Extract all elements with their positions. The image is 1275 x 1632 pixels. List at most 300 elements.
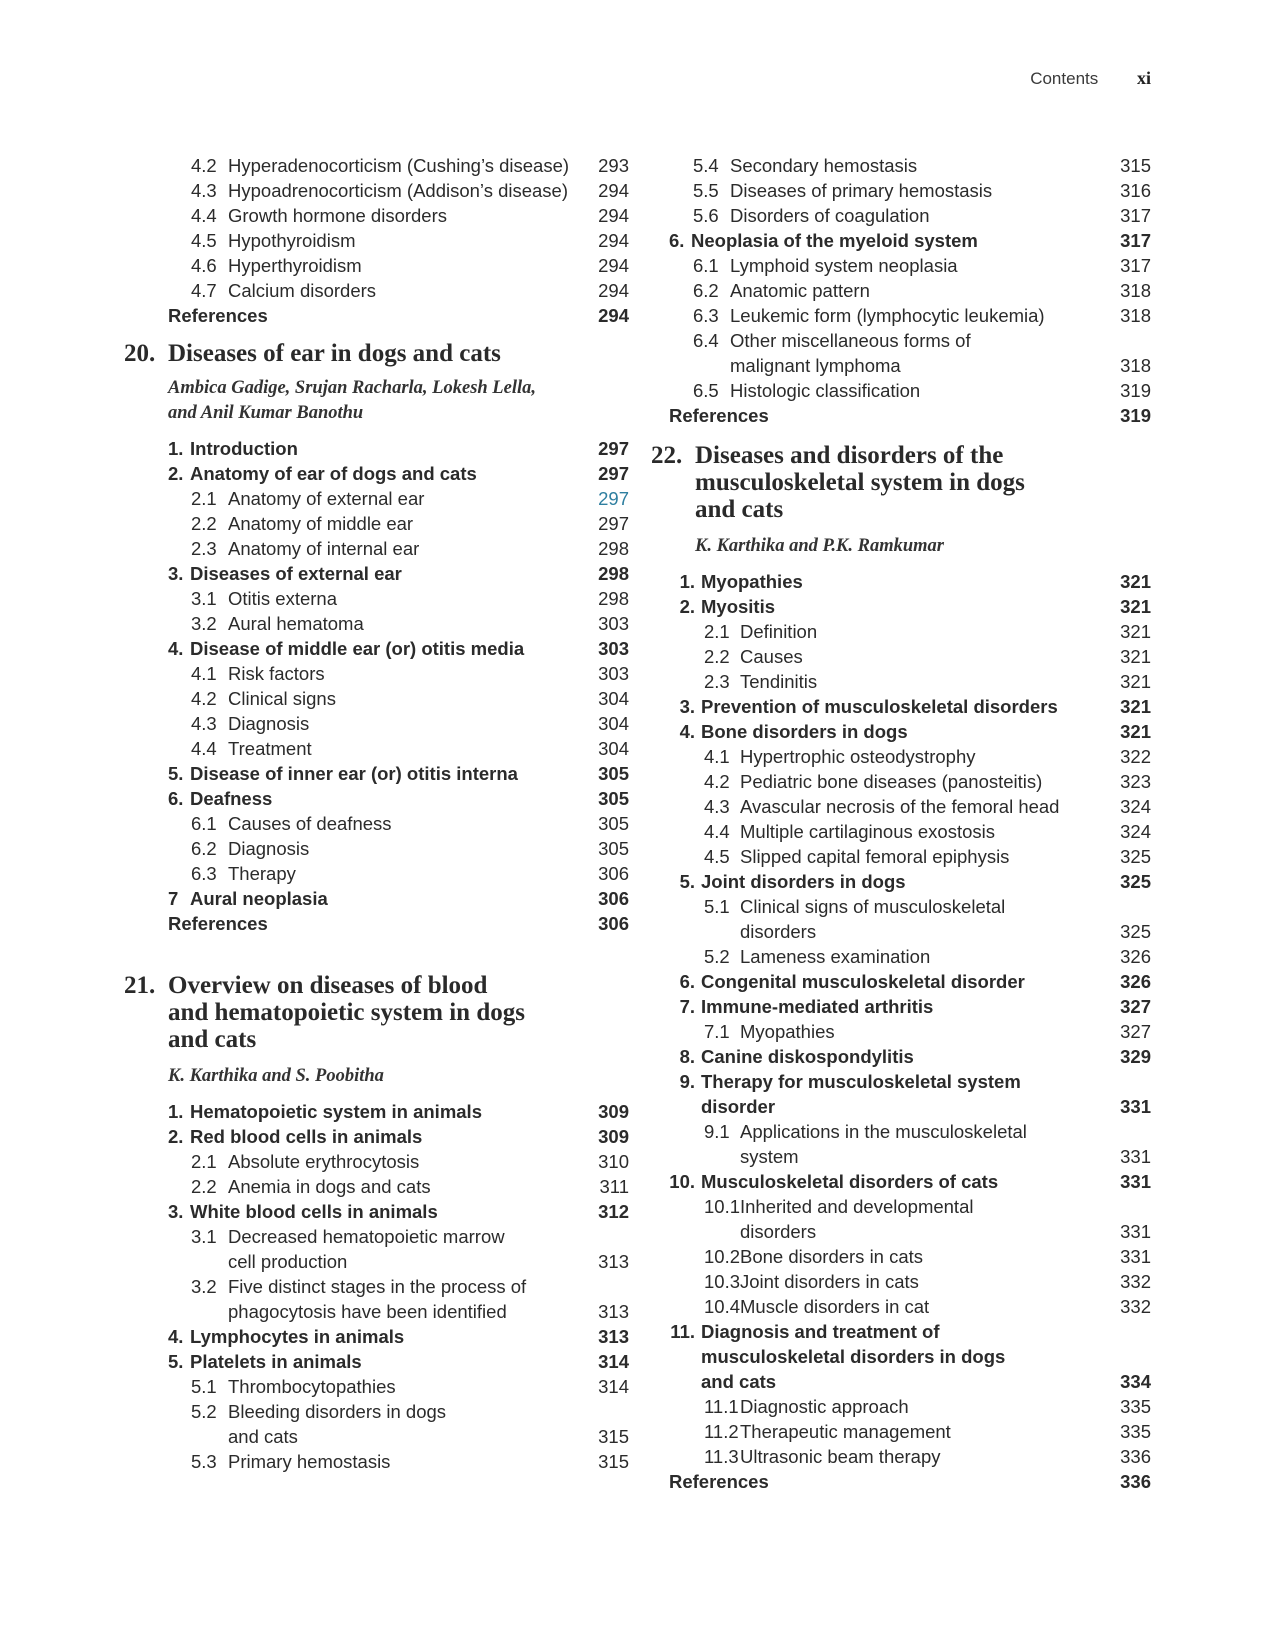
entry-page-number: 305 <box>598 788 629 809</box>
entry-number: 6. <box>168 788 184 809</box>
entry-number: 4.1 <box>191 663 217 684</box>
toc-entry[interactable] <box>124 203 629 228</box>
entry-title: Introduction <box>190 438 298 459</box>
entry-title-continued: phagocytosis have been identified <box>228 1301 507 1322</box>
entry-page-number: 310 <box>598 1151 629 1172</box>
toc-entry[interactable] <box>651 1419 1151 1444</box>
entry-title: Risk factors <box>228 663 325 684</box>
toc-entry-continuation <box>651 919 1151 944</box>
toc-entry[interactable] <box>651 178 1151 203</box>
entry-page-number: 319 <box>1120 405 1151 426</box>
entry-number: 6.1 <box>191 813 217 834</box>
toc-entry[interactable] <box>651 228 1151 253</box>
chapter-title: and cats <box>168 1026 257 1053</box>
toc-entry[interactable] <box>651 669 1151 694</box>
chapter-number: 22. <box>651 442 683 469</box>
toc-entry-continuation <box>651 1144 1151 1169</box>
entry-page-number: 335 <box>1120 1396 1151 1417</box>
entry-number: 5.2 <box>704 946 730 967</box>
entry-number: 6.3 <box>191 863 217 884</box>
entry-number: 3.1 <box>191 588 217 609</box>
entry-page-number[interactable]: 297 <box>598 488 629 509</box>
entry-title: Anatomy of internal ear <box>228 538 420 559</box>
entry-number: 5.6 <box>693 205 719 226</box>
entry-number: 5.5 <box>693 180 719 201</box>
entry-number: 2.1 <box>191 488 217 509</box>
entry-number: 4.2 <box>704 771 730 792</box>
entry-number: 11. <box>670 1321 695 1342</box>
toc-entry[interactable] <box>124 686 629 711</box>
entry-title-continued: system <box>740 1146 799 1167</box>
toc-entry[interactable] <box>124 436 629 461</box>
entry-page-number: 318 <box>1120 305 1151 326</box>
entry-number: 2.1 <box>191 1151 217 1172</box>
toc-entry[interactable] <box>124 1224 629 1249</box>
toc-entry[interactable] <box>651 1019 1151 1044</box>
entry-page-number: 297 <box>598 438 629 459</box>
chapter-number: 21. <box>124 972 156 999</box>
chapter-20-heading[interactable] <box>124 340 629 367</box>
entry-number: 4.3 <box>704 796 730 817</box>
entry-number: 2.1 <box>704 621 730 642</box>
entry-page-number: 318 <box>1120 280 1151 301</box>
entry-page-number: 331 <box>1120 1146 1151 1167</box>
entry-title: Secondary hemostasis <box>730 155 918 176</box>
running-header <box>1030 68 1151 89</box>
entry-page-number: 321 <box>1120 596 1151 617</box>
entry-page-number: 306 <box>598 888 629 909</box>
chapter-title: and hematopoietic system in dogs <box>168 999 525 1026</box>
toc-entry-continuation <box>651 1219 1151 1244</box>
entry-title: Primary hemostasis <box>228 1451 391 1472</box>
entry-number: 4.4 <box>704 821 730 842</box>
entry-title: Pediatric bone diseases (panosteitis) <box>740 771 1043 792</box>
entry-number: 1. <box>679 571 695 592</box>
entry-page-number: 326 <box>1120 946 1151 967</box>
entry-title: References <box>168 913 268 934</box>
toc-entry[interactable] <box>124 461 629 486</box>
entry-page-number: 311 <box>599 1176 629 1197</box>
chapter-22-heading[interactable] <box>651 442 1151 523</box>
toc-entry[interactable] <box>651 694 1151 719</box>
entry-page-number: 315 <box>598 1451 629 1472</box>
entry-title: Hypertrophic osteodystrophy <box>740 746 976 767</box>
entry-title: Diseases of external ear <box>190 563 402 584</box>
entry-title: Disease of middle ear (or) otitis media <box>190 638 525 659</box>
entry-title: Applications in the musculoskeletal <box>740 1121 1027 1142</box>
entry-number: 2.2 <box>191 513 217 534</box>
toc-entry[interactable] <box>651 869 1151 894</box>
entry-page-number: 304 <box>598 713 629 734</box>
toc-entry[interactable] <box>651 719 1151 744</box>
toc-entry[interactable] <box>124 1199 629 1224</box>
entry-number: 4.2 <box>191 155 217 176</box>
entry-number: 9.1 <box>704 1121 730 1142</box>
entry-number: 6. <box>669 230 685 251</box>
toc-entry[interactable] <box>651 1069 1151 1094</box>
entry-page-number: 309 <box>598 1101 629 1122</box>
entry-page-number: 297 <box>598 463 629 484</box>
toc-right-column <box>651 153 1151 1494</box>
chapter-authors: K. Karthika and S. Poobitha <box>168 1066 384 1086</box>
toc-entry[interactable] <box>124 836 629 861</box>
entry-number: 4. <box>168 1326 184 1347</box>
entry-page-number: 298 <box>598 588 629 609</box>
toc-entry[interactable] <box>124 536 629 561</box>
entry-page-number: 321 <box>1120 646 1151 667</box>
entry-title: Hypoadrenocorticism (Addison’s disease) <box>228 180 569 201</box>
toc-entry[interactable] <box>124 586 629 611</box>
entry-title: Inherited and developmental <box>740 1196 974 1217</box>
chapter-21-heading[interactable] <box>124 972 629 1053</box>
toc-entry-continuation <box>124 1299 629 1324</box>
entry-title: Absolute erythrocytosis <box>228 1151 420 1172</box>
entry-title: References <box>669 405 769 426</box>
entry-number: 4.5 <box>191 230 217 251</box>
entry-title: Myopathies <box>740 1021 835 1042</box>
entry-title: References <box>669 1471 769 1492</box>
toc-entry[interactable] <box>124 511 629 536</box>
entry-number: 3.1 <box>191 1226 217 1247</box>
entry-title: Decreased hematopoietic marrow <box>228 1226 505 1247</box>
page-number: xi <box>1136 68 1151 88</box>
toc-entry[interactable] <box>651 1269 1151 1294</box>
entry-page-number: 321 <box>1120 721 1151 742</box>
entry-page-number: 313 <box>598 1326 629 1347</box>
entry-number: 2.2 <box>704 646 730 667</box>
toc-entry[interactable] <box>651 619 1151 644</box>
entry-title: Canine diskospondylitis <box>701 1046 914 1067</box>
entry-number: 4.4 <box>191 205 217 226</box>
entry-title: Hyperthyroidism <box>228 255 362 276</box>
entry-number: 4.6 <box>191 255 217 276</box>
toc-entry[interactable] <box>651 894 1151 919</box>
toc-entry[interactable] <box>651 1394 1151 1419</box>
toc-entry[interactable] <box>651 1194 1151 1219</box>
entry-title: Disorders of coagulation <box>730 205 930 226</box>
toc-entry[interactable] <box>124 1324 629 1349</box>
entry-number: 8. <box>679 1046 695 1067</box>
toc-entry[interactable] <box>124 228 629 253</box>
entry-page-number: 331 <box>1120 1171 1151 1192</box>
entry-number: 11.3 <box>704 1446 739 1467</box>
toc-entry[interactable] <box>124 636 629 661</box>
entry-page-number: 316 <box>1120 180 1151 201</box>
entry-page-number: 317 <box>1120 255 1151 276</box>
toc-entry[interactable] <box>651 969 1151 994</box>
toc-entry[interactable] <box>651 378 1151 403</box>
entry-page-number: 319 <box>1120 380 1151 401</box>
chapter-title: Diseases of ear in dogs and cats <box>168 340 501 367</box>
entry-title: Slipped capital femoral epiphysis <box>740 846 1010 867</box>
entry-title: Lymphoid system neoplasia <box>730 255 958 276</box>
references-entry[interactable] <box>651 403 1151 428</box>
entry-title: Clinical signs of musculoskeletal <box>740 896 1006 917</box>
toc-entry[interactable] <box>124 1099 629 1124</box>
entry-page-number: 321 <box>1120 571 1151 592</box>
toc-entry[interactable] <box>124 1374 629 1399</box>
entry-number: 2.3 <box>704 671 730 692</box>
entry-page-number: 325 <box>1120 846 1151 867</box>
toc-entry[interactable] <box>124 1449 629 1474</box>
entry-title: Myositis <box>701 596 776 617</box>
entry-page-number: 336 <box>1120 1446 1151 1467</box>
toc-entry[interactable] <box>651 819 1151 844</box>
entry-page-number: 303 <box>598 638 629 659</box>
references-entry[interactable] <box>651 1469 1151 1494</box>
toc-entry[interactable] <box>651 594 1151 619</box>
entry-number: 4.7 <box>191 280 217 301</box>
entry-page-number: 314 <box>598 1376 629 1397</box>
entry-page-number: 298 <box>598 538 629 559</box>
toc-entry[interactable] <box>651 744 1151 769</box>
entry-title: Calcium disorders <box>228 280 377 301</box>
entry-title: Disease of inner ear (or) otitis interna <box>190 763 518 784</box>
toc-entry[interactable] <box>124 153 629 178</box>
chapter-authors: and Anil Kumar Banothu <box>168 403 364 423</box>
entry-number: 4.3 <box>191 713 217 734</box>
toc-entry[interactable] <box>651 1119 1151 1144</box>
entry-title: Diagnosis and treatment of <box>701 1321 940 1342</box>
entry-number: 5.4 <box>693 155 719 176</box>
entry-title: Causes <box>740 646 803 667</box>
entry-page-number: 325 <box>1120 871 1151 892</box>
entry-title: Clinical signs <box>228 688 336 709</box>
toc-entry[interactable] <box>124 786 629 811</box>
entry-page-number: 306 <box>598 863 629 884</box>
entry-title: Other miscellaneous forms of <box>730 330 971 351</box>
toc-entry[interactable] <box>651 1169 1151 1194</box>
toc-entry[interactable] <box>651 153 1151 178</box>
entry-title: Red blood cells in animals <box>190 1126 423 1147</box>
toc-entry-continuation <box>651 1094 1151 1119</box>
toc-entry[interactable] <box>124 278 629 303</box>
entry-number: 3. <box>168 1201 184 1222</box>
entry-page-number: 321 <box>1120 696 1151 717</box>
entry-page-number: 321 <box>1120 671 1151 692</box>
toc-entry[interactable] <box>124 253 629 278</box>
entry-page-number: 294 <box>598 255 629 276</box>
toc-entry[interactable] <box>651 769 1151 794</box>
toc-entry[interactable] <box>124 178 629 203</box>
toc-entry[interactable] <box>651 253 1151 278</box>
entry-page-number: 303 <box>598 613 629 634</box>
entry-page-number: 323 <box>1120 771 1151 792</box>
entry-page-number: 318 <box>1120 355 1151 376</box>
entry-number: 11.1 <box>704 1396 739 1417</box>
toc-entry[interactable] <box>124 761 629 786</box>
entry-page-number: 313 <box>598 1251 629 1272</box>
toc-entry[interactable] <box>651 569 1151 594</box>
entry-number: 3. <box>679 696 695 717</box>
chapter-title: Diseases and disorders of the <box>695 442 1004 469</box>
toc-entry[interactable] <box>124 711 629 736</box>
entry-title-continued: malignant lymphoma <box>730 355 901 376</box>
entry-title: Ultrasonic beam therapy <box>740 1446 941 1467</box>
entry-title: Diagnosis <box>228 838 310 859</box>
entry-title: Tendinitis <box>740 671 818 692</box>
entry-number: 5.3 <box>191 1451 217 1472</box>
entry-number: 4.4 <box>191 738 217 759</box>
entry-title-continued: disorder <box>701 1096 776 1117</box>
entry-number: 10. <box>669 1171 695 1192</box>
entry-title: Definition <box>740 621 818 642</box>
entry-title: Aural hematoma <box>228 613 364 634</box>
entry-number: 10.2 <box>704 1246 741 1267</box>
toc-entry[interactable] <box>651 1044 1151 1069</box>
toc-entry[interactable] <box>124 561 629 586</box>
entry-title: Anemia in dogs and cats <box>228 1176 431 1197</box>
toc-entry[interactable] <box>651 1444 1151 1469</box>
entry-number: 6.2 <box>693 280 719 301</box>
entry-page-number: 317 <box>1120 230 1151 251</box>
entry-number: 5.2 <box>191 1401 217 1422</box>
entry-number: 5. <box>168 763 184 784</box>
toc-entry-continuation <box>651 1344 1151 1369</box>
toc-entry[interactable] <box>124 1124 629 1149</box>
entry-page-number: 313 <box>598 1301 629 1322</box>
entry-page-number: 336 <box>1120 1471 1151 1492</box>
entry-title-continued: and cats <box>701 1371 777 1392</box>
entry-page-number: 331 <box>1120 1246 1151 1267</box>
entry-title: Hypothyroidism <box>228 230 356 251</box>
toc-entry[interactable] <box>124 1349 629 1374</box>
chapter-title: Overview on diseases of blood <box>168 972 488 999</box>
entry-number: 4.2 <box>191 688 217 709</box>
entry-title: Joint disorders in cats <box>740 1271 919 1292</box>
toc-entry[interactable] <box>124 886 629 911</box>
entry-title-continued: cell production <box>228 1251 348 1272</box>
entry-title: Deafness <box>190 788 273 809</box>
toc-entry[interactable] <box>651 844 1151 869</box>
chapter-title: musculoskeletal system in dogs <box>695 469 1025 496</box>
entry-page-number: 294 <box>598 305 629 326</box>
entry-number: 4.3 <box>191 180 217 201</box>
toc-entry[interactable] <box>651 303 1151 328</box>
toc-entry[interactable] <box>651 278 1151 303</box>
entry-page-number: 293 <box>598 155 629 176</box>
entry-title: Musculoskeletal disorders of cats <box>701 1171 999 1192</box>
toc-entry[interactable] <box>651 644 1151 669</box>
entry-title: Treatment <box>228 738 312 759</box>
entry-title: Thrombocytopathies <box>228 1376 396 1397</box>
references-entry[interactable] <box>124 303 629 328</box>
toc-entry[interactable] <box>651 794 1151 819</box>
toc-entry[interactable] <box>651 1244 1151 1269</box>
toc-entry[interactable] <box>124 1274 629 1299</box>
entry-page-number: 322 <box>1120 746 1151 767</box>
entry-title: Leukemic form (lymphocytic leukemia) <box>730 305 1045 326</box>
toc-entry[interactable] <box>124 611 629 636</box>
entry-page-number: 326 <box>1120 971 1151 992</box>
entry-number: 4. <box>168 638 184 659</box>
entry-page-number: 298 <box>598 563 629 584</box>
references-entry[interactable] <box>124 911 629 936</box>
toc-entry-continuation <box>124 1249 629 1274</box>
toc-entry[interactable] <box>651 203 1151 228</box>
entry-title: Diagnostic approach <box>740 1396 909 1417</box>
toc-entry[interactable] <box>651 328 1151 353</box>
entry-title: Anatomy of external ear <box>228 488 425 509</box>
entry-title: Anatomy of ear of dogs and cats <box>190 463 477 484</box>
toc-entry[interactable] <box>651 1319 1151 1344</box>
entry-page-number: 324 <box>1120 796 1151 817</box>
entry-number: 7. <box>679 996 695 1017</box>
entry-page-number: 332 <box>1120 1271 1151 1292</box>
entry-title: References <box>168 305 268 326</box>
toc-entry[interactable] <box>651 1294 1151 1319</box>
toc-entry[interactable] <box>651 944 1151 969</box>
entry-page-number: 294 <box>598 230 629 251</box>
entry-title: Growth hormone disorders <box>228 205 448 226</box>
toc-entry-continuation <box>651 1369 1151 1394</box>
entry-title: Lymphocytes in animals <box>190 1326 405 1347</box>
entry-title: White blood cells in animals <box>190 1201 438 1222</box>
entry-title: Otitis externa <box>228 588 337 609</box>
entry-title: Muscle disorders in cat <box>740 1296 930 1317</box>
entry-page-number: 327 <box>1120 996 1151 1017</box>
entry-page-number: 303 <box>598 663 629 684</box>
entry-page-number: 294 <box>598 280 629 301</box>
toc-entry-continuation <box>124 1424 629 1449</box>
entry-number: 9. <box>679 1071 695 1092</box>
chapter-number: 20. <box>124 340 156 367</box>
entry-number: 5.1 <box>704 896 730 917</box>
entry-number: 4. <box>679 721 695 742</box>
entry-number: 4.1 <box>704 746 730 767</box>
entry-page-number: 304 <box>598 738 629 759</box>
toc-entry[interactable] <box>124 1149 629 1174</box>
entry-number: 6.1 <box>693 255 719 276</box>
entry-title: Therapy for musculoskeletal system <box>701 1071 1021 1092</box>
entry-number: 2. <box>168 463 184 484</box>
entry-title: Lameness examination <box>740 946 931 967</box>
entry-page-number: 309 <box>598 1126 629 1147</box>
entry-number: 2.3 <box>191 538 217 559</box>
entry-title: Congenital musculoskeletal disorder <box>701 971 1025 992</box>
entry-number: 3.2 <box>191 1276 217 1297</box>
toc-entry[interactable] <box>124 861 629 886</box>
entry-page-number: 297 <box>598 513 629 534</box>
entry-title: Multiple cartilaginous exostosis <box>740 821 996 842</box>
entry-number: 3.2 <box>191 613 217 634</box>
toc-entry[interactable] <box>124 736 629 761</box>
entry-page-number: 294 <box>598 180 629 201</box>
toc-entry[interactable] <box>124 486 629 511</box>
toc-entry-continuation <box>651 353 1151 378</box>
entry-page-number: 329 <box>1120 1046 1151 1067</box>
entry-number: 10.3 <box>704 1271 741 1292</box>
toc-entry[interactable] <box>124 1399 629 1424</box>
toc-entry[interactable] <box>124 1174 629 1199</box>
entry-number: 1. <box>168 1101 184 1122</box>
entry-title: Platelets in animals <box>190 1351 362 1372</box>
toc-entry[interactable] <box>124 661 629 686</box>
entry-title: Neoplasia of the myeloid system <box>691 230 978 251</box>
entry-title: Hematopoietic system in animals <box>190 1101 482 1122</box>
entry-title: Myopathies <box>701 571 803 592</box>
toc-entry[interactable] <box>124 811 629 836</box>
entry-number: 2.2 <box>191 1176 217 1197</box>
running-header-title: Contents <box>1030 69 1099 88</box>
chapter-authors: Ambica Gadige, Srujan Racharla, Lokesh Lella, <box>168 378 536 398</box>
entry-page-number: 305 <box>598 813 629 834</box>
toc-entry[interactable] <box>651 994 1151 1019</box>
entry-number: 5. <box>679 871 695 892</box>
entry-title: Therapy <box>228 863 296 884</box>
entry-number: 6.5 <box>693 380 719 401</box>
entry-page-number: 324 <box>1120 821 1151 842</box>
